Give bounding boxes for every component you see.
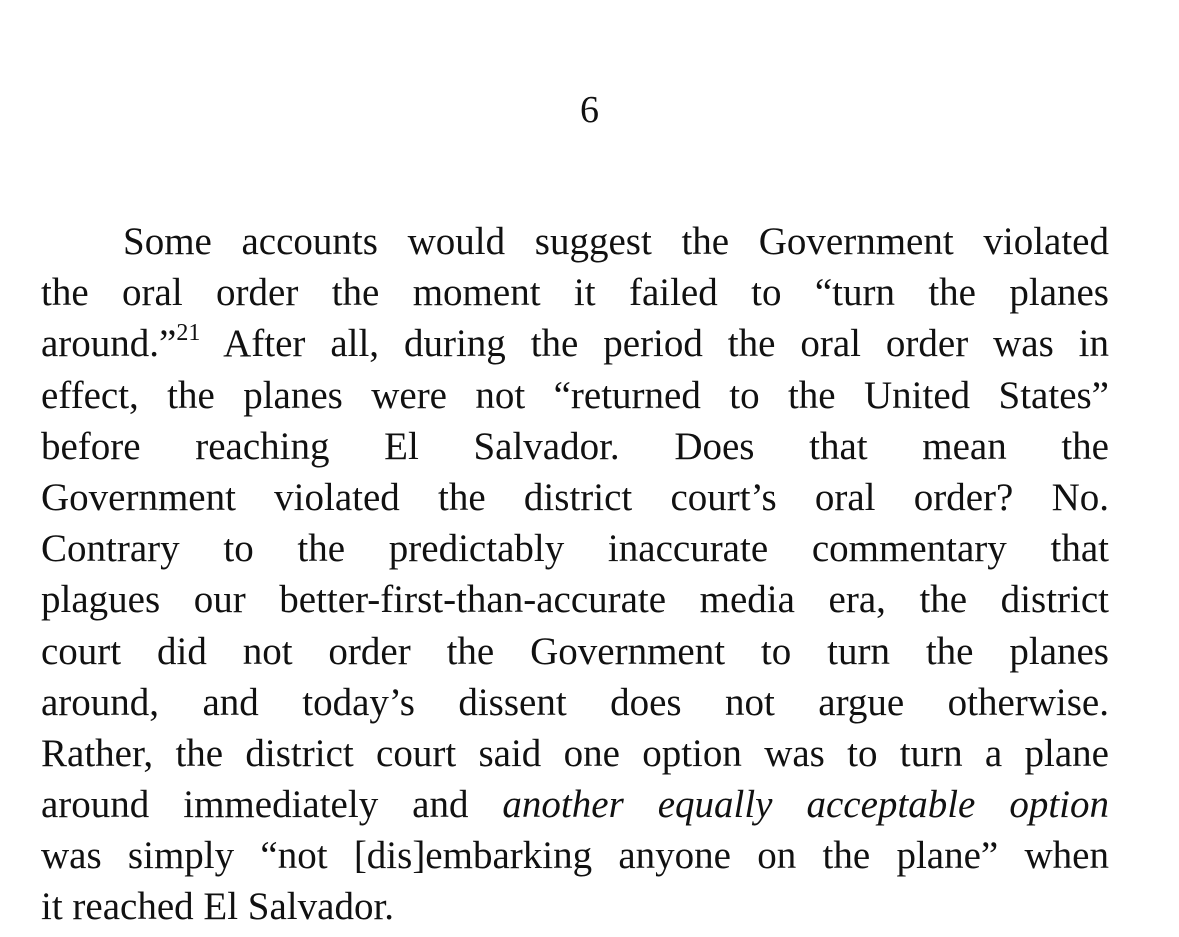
paragraph-line-7: Contrary to the predictably inaccurate commentary that: [41, 527, 1109, 571]
line-3-text-before: around.”: [41, 322, 177, 366]
paragraph-line-14: it reached El Salvador.: [41, 885, 395, 929]
line-3-text-after: After all, during the period the oral order was in: [200, 322, 1109, 366]
paragraph-line-9: court did not order the Government to turn the planes: [41, 629, 1109, 673]
paragraph-line-2: the oral order the moment it failed to “turn the planes: [41, 271, 1109, 315]
paragraph-line-8: plagues our better-first-than-accurate media era, the district: [41, 578, 1109, 622]
paragraph-line-11: Rather, the district court said one option was to turn a plane: [41, 731, 1109, 775]
paragraph-line-10: around, and today’s dissent does not argue otherwise.: [41, 680, 1109, 724]
italic-emphasis: another equally acceptable option: [502, 783, 1109, 827]
page-number: 6: [580, 89, 599, 131]
paragraph-line-3: [41, 318, 1109, 369]
paragraph-line-12: [41, 779, 1109, 830]
paragraph-line-5: before reaching El Salvador. Does that mean the: [41, 424, 1109, 468]
line-12-text-before: around immediately and: [41, 783, 503, 827]
paragraph-line-4: effect, the planes were not “returned to the United States”: [41, 373, 1109, 417]
paragraph-line-1: Some accounts would suggest the Government violated: [123, 220, 1109, 263]
paragraph-line-6: Government violated the district court’s oral order? No.: [41, 475, 1109, 519]
paragraph-line-13: was simply “not [dis]embarking anyone on the plane” when: [41, 834, 1109, 878]
opinion-paragraph: [41, 216, 1109, 933]
footnote-reference[interactable]: 21: [176, 320, 201, 347]
